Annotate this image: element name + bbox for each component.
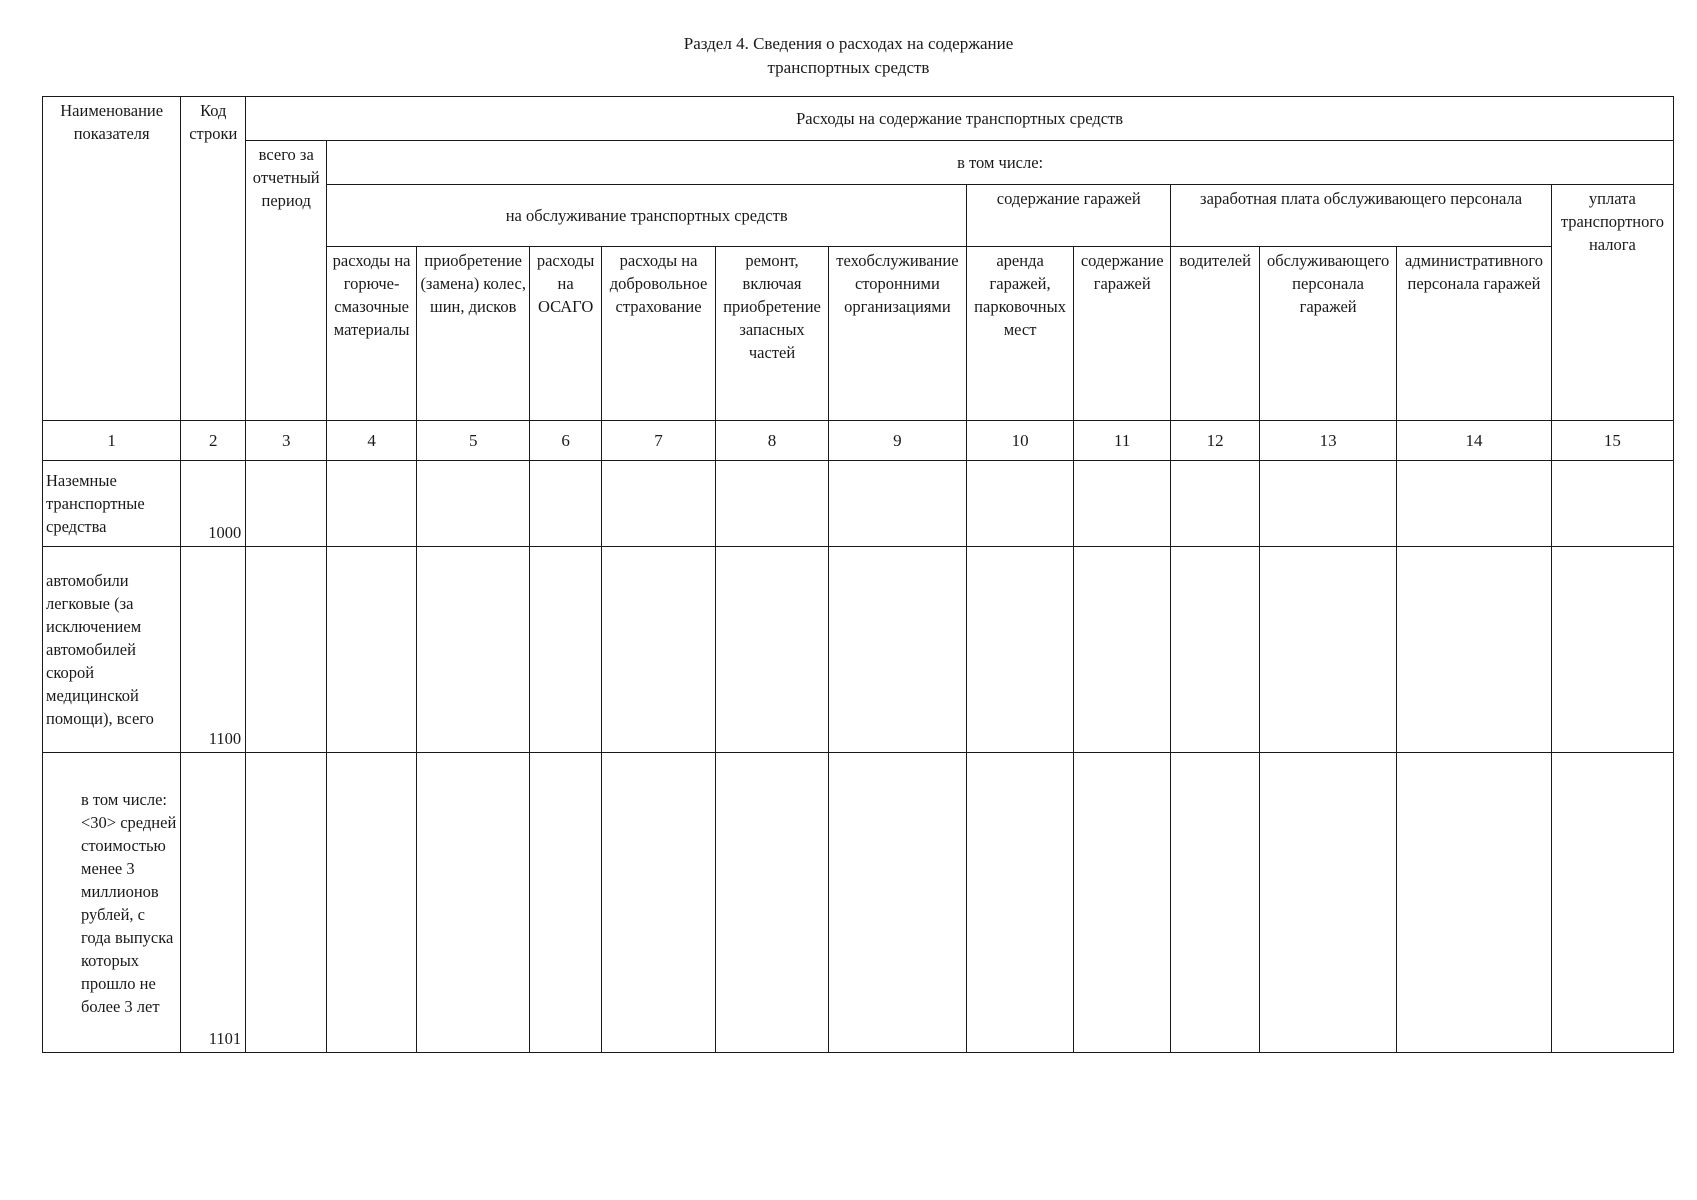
- data-cell: [327, 753, 417, 1053]
- data-cell: [967, 461, 1074, 547]
- data-cell: [1074, 753, 1171, 1053]
- row-code: 1000: [181, 461, 246, 547]
- header-maintenance-group: на обслуживание транспортных средств: [327, 185, 967, 247]
- data-cell: [1171, 461, 1260, 547]
- header-garage-upkeep: содержание гаражей: [1074, 247, 1171, 421]
- data-cell: [716, 753, 828, 1053]
- data-cell: [530, 461, 601, 547]
- column-number: 14: [1397, 421, 1552, 461]
- row-code: 1100: [181, 547, 246, 753]
- data-cell: [1259, 461, 1396, 547]
- header-osago: расходы на ОСАГО: [530, 247, 601, 421]
- section-title: [0, 32, 1697, 80]
- data-cell: [1397, 461, 1552, 547]
- data-cell: [246, 461, 327, 547]
- header-including: в том числе:: [327, 141, 1674, 185]
- data-cell: [828, 547, 966, 753]
- column-number: 5: [416, 421, 529, 461]
- column-number: 10: [967, 421, 1074, 461]
- section-title-line-1: Раздел 4. Сведения о расходах на содержание: [683, 34, 1014, 53]
- column-number: 6: [530, 421, 601, 461]
- data-cell: [327, 547, 417, 753]
- column-number: 7: [601, 421, 716, 461]
- column-number: 3: [246, 421, 327, 461]
- data-cell: [1551, 461, 1673, 547]
- data-cell: [530, 753, 601, 1053]
- header-indicator-name: Наименование показателя: [43, 97, 181, 421]
- data-cell: [967, 547, 1074, 753]
- table-row: [43, 461, 1674, 547]
- column-number: 8: [716, 421, 828, 461]
- header-service-third-party: техобслуживание сторонними организациями: [828, 247, 966, 421]
- data-cell: [828, 461, 966, 547]
- data-cell: [1259, 753, 1396, 1053]
- section-title-line-2: транспортных средств: [767, 58, 930, 77]
- column-number: 4: [327, 421, 417, 461]
- column-number: 9: [828, 421, 966, 461]
- data-cell: [246, 547, 327, 753]
- data-cell: [1551, 753, 1673, 1053]
- data-cell: [601, 547, 716, 753]
- data-cell: [1171, 753, 1260, 1053]
- data-cell: [416, 547, 529, 753]
- header-total-period: всего за отчетный период: [246, 141, 327, 421]
- data-cell: [1397, 753, 1552, 1053]
- header-row-code: Код строки: [181, 97, 246, 421]
- data-cell: [716, 461, 828, 547]
- transport-expenses-table: [42, 96, 1674, 1053]
- row-name: в том числе: <30> средней стоимостью менее 3 миллионов рублей, с года выпуска которых прошло не более 3 лет: [43, 753, 181, 1053]
- header-expenses-group: Расходы на содержание транспортных средств: [246, 97, 1674, 141]
- data-cell: [1074, 547, 1171, 753]
- data-cell: [967, 753, 1074, 1053]
- column-number: 13: [1259, 421, 1396, 461]
- data-cell: [246, 753, 327, 1053]
- data-cell: [416, 753, 529, 1053]
- row-code: 1101: [181, 753, 246, 1053]
- header-voluntary-insurance: расходы на добровольное страхование: [601, 247, 716, 421]
- column-number-row: [43, 421, 1674, 461]
- data-cell: [1171, 547, 1260, 753]
- header-transport-tax: уплата транспортного налога: [1551, 185, 1673, 421]
- header-fuel: расходы на горюче-смазочные материалы: [327, 247, 417, 421]
- row-name: автомобили легковые (за исключением автомобилей скорой медицинской помощи), всего: [43, 547, 181, 753]
- column-number: 15: [1551, 421, 1673, 461]
- data-cell: [416, 461, 529, 547]
- header-repair: ремонт, включая приобретение запасных частей: [716, 247, 828, 421]
- data-cell: [716, 547, 828, 753]
- header-tires: приобретение (замена) колес, шин, дисков: [416, 247, 529, 421]
- data-cell: [1074, 461, 1171, 547]
- header-garage-staff: обслуживающего персонала гаражей: [1259, 247, 1396, 421]
- table-row: [43, 547, 1674, 753]
- data-cell: [1397, 547, 1552, 753]
- data-cell: [327, 461, 417, 547]
- header-salary-group: заработная плата обслуживающего персонала: [1171, 185, 1551, 247]
- data-cell: [601, 753, 716, 1053]
- header-garage-rent: аренда гаражей, парковочных мест: [967, 247, 1074, 421]
- header-garage-admin: административного персонала гаражей: [1397, 247, 1552, 421]
- column-number: 2: [181, 421, 246, 461]
- data-cell: [530, 547, 601, 753]
- row-name: Наземные транспортные средства: [43, 461, 181, 547]
- table-row: [43, 753, 1674, 1053]
- data-cell: [828, 753, 966, 1053]
- column-number: 12: [1171, 421, 1260, 461]
- data-cell: [1259, 547, 1396, 753]
- data-cell: [1551, 547, 1673, 753]
- column-number: 11: [1074, 421, 1171, 461]
- header-drivers: водителей: [1171, 247, 1260, 421]
- data-cell: [601, 461, 716, 547]
- header-garage-group: содержание гаражей: [967, 185, 1171, 247]
- column-number: 1: [43, 421, 181, 461]
